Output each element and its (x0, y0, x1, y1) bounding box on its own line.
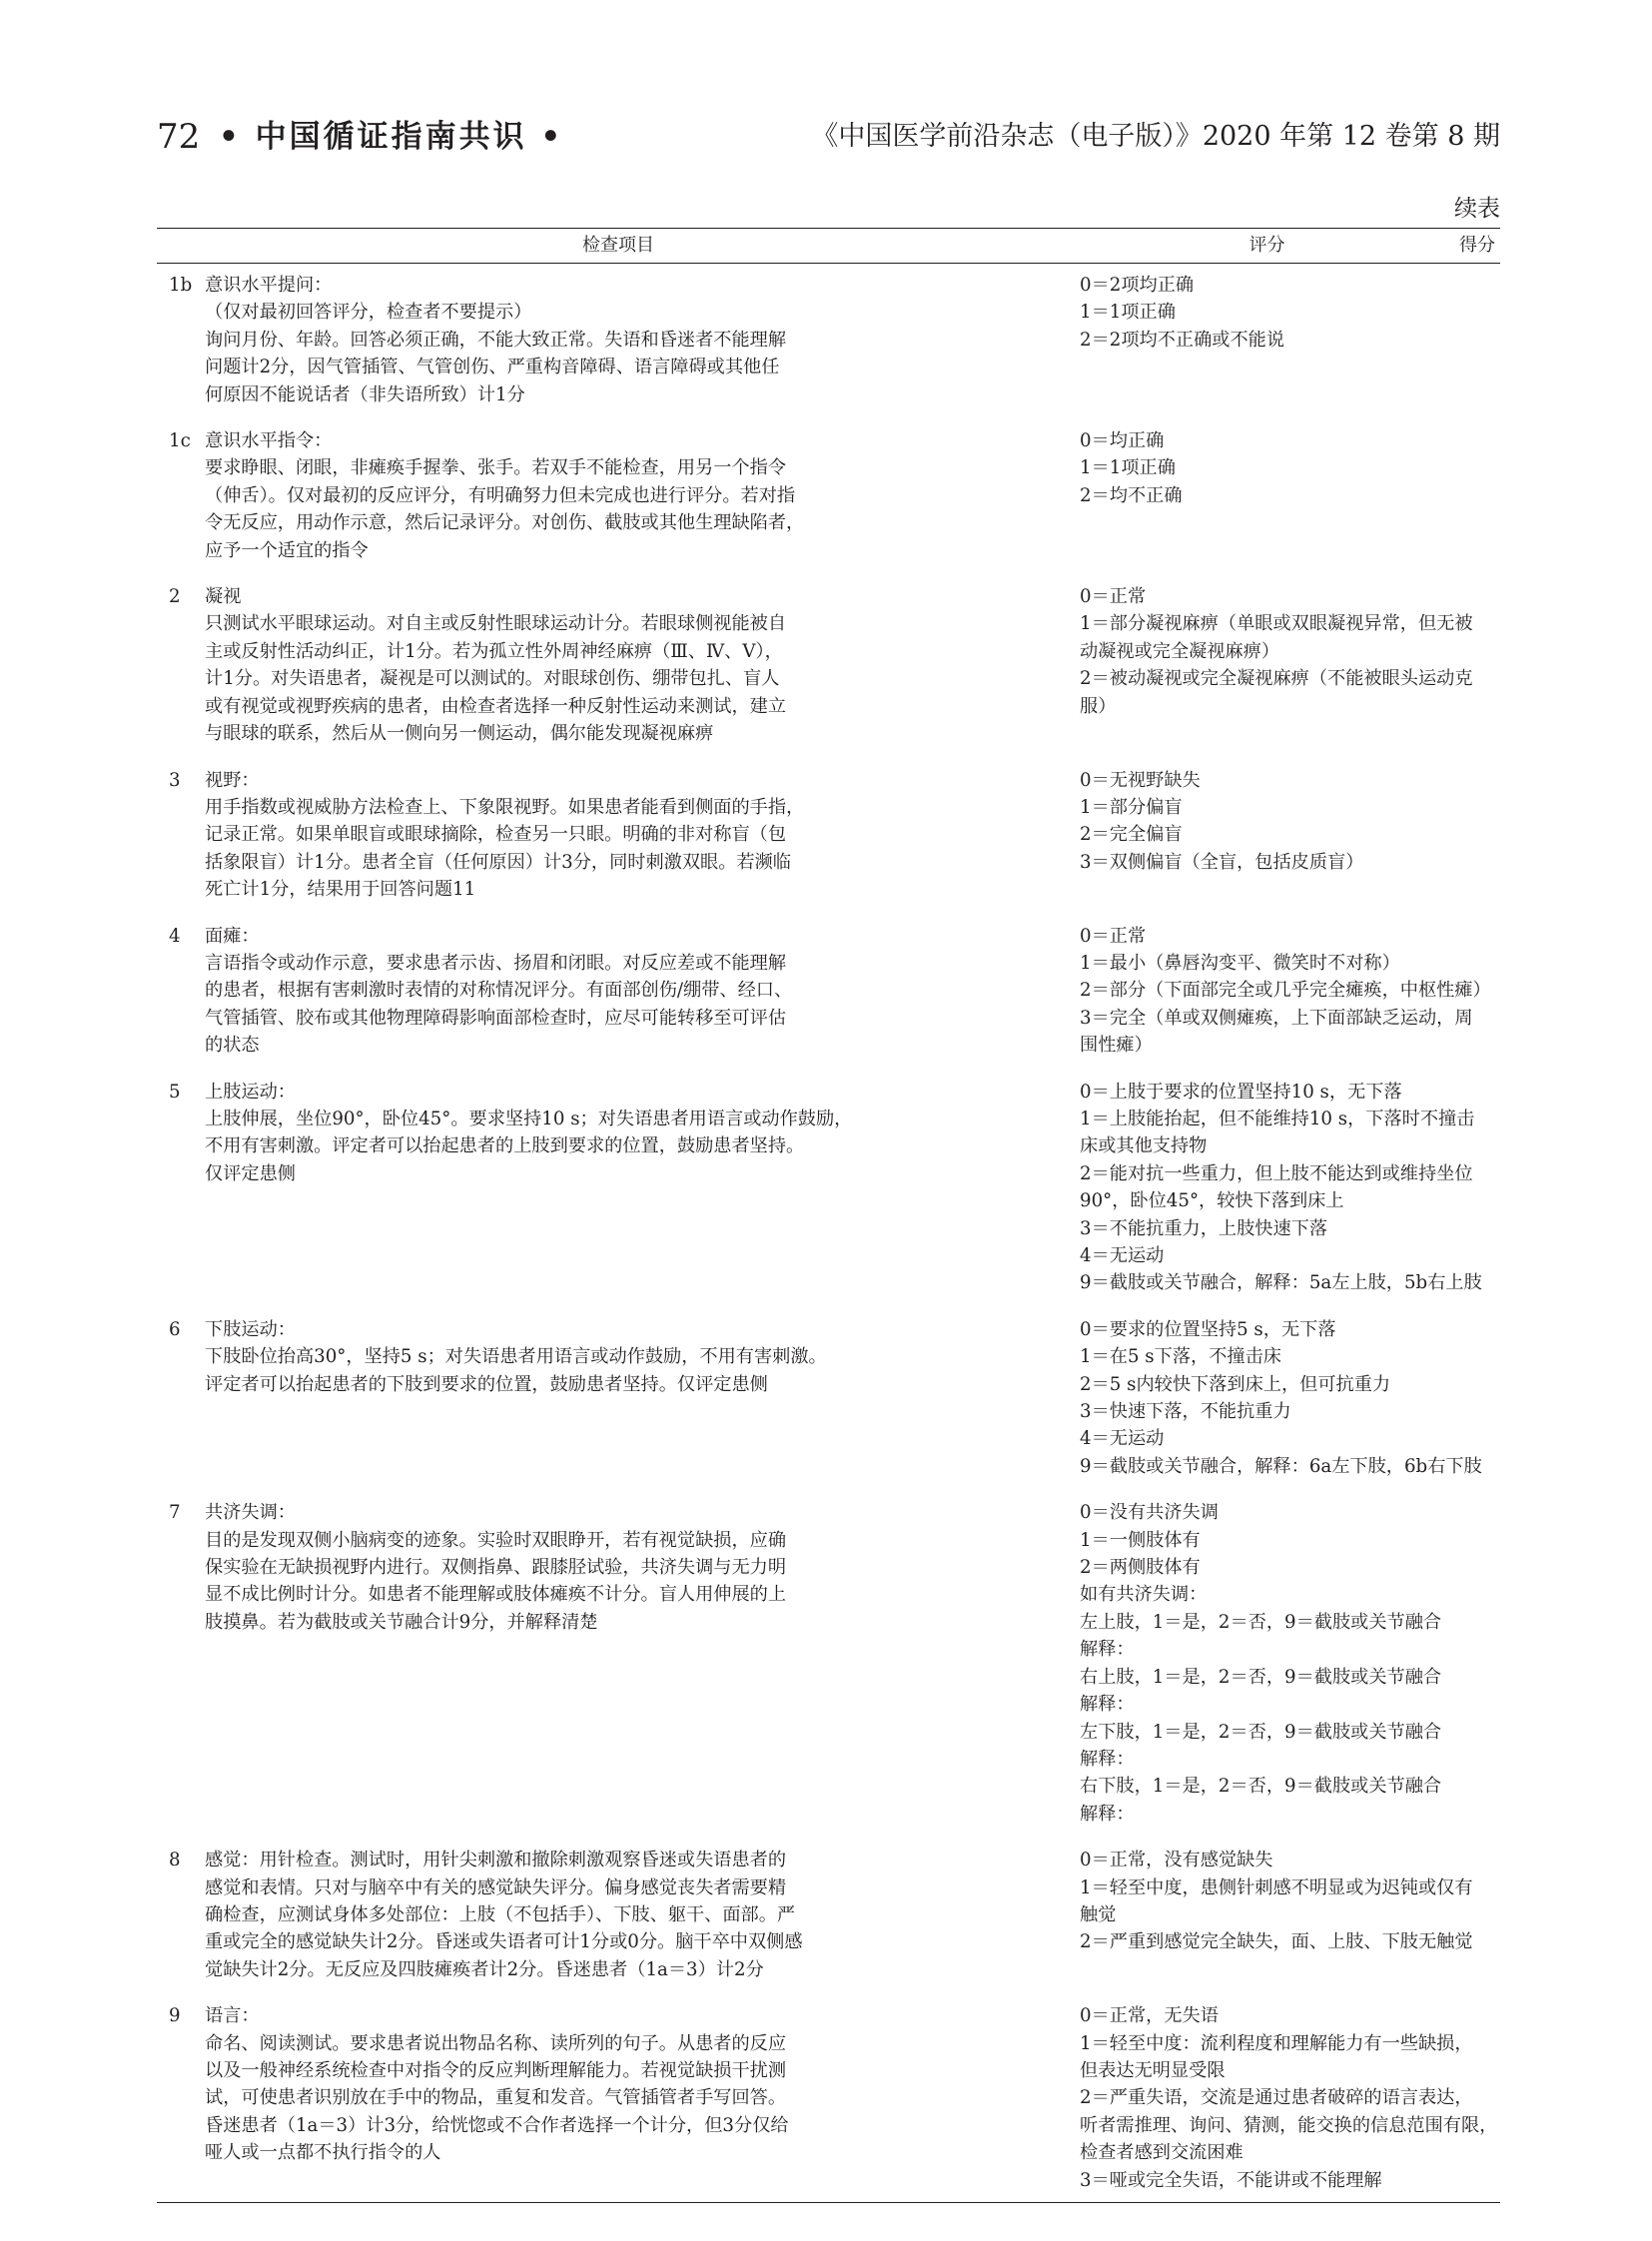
item-text-line: 括象限盲）计1分。患者全盲（任何原因）计3分，同时刺激双眼。若濒临 (205, 851, 791, 873)
table-row (157, 1305, 1500, 1488)
score-text-line: 0＝无视野缺失 (1080, 769, 1201, 791)
score-text-line: 2＝均不正确 (1080, 484, 1183, 506)
item-text-line: 上肢运动： (205, 1081, 296, 1103)
item-text-line: 视野： (205, 769, 260, 791)
score-criteria (1080, 264, 1454, 417)
table-row (157, 912, 1500, 1068)
item-description (205, 912, 1080, 1068)
score-text-line: 3＝不能抗重力，上肢快速下落 (1080, 1217, 1328, 1239)
item-text-line: 言语指令或动作示意，要求患者示齿、扬眉和闭眼。对反应差或不能理解 (205, 952, 787, 974)
item-text-line: 感觉：用针检查。测试时，用针尖刺激和撤除刺激观察昏迷或失语患者的 (205, 1850, 787, 1871)
score-text-line: 2＝完全偏盲 (1080, 824, 1183, 846)
score-cell (1454, 1068, 1500, 1305)
score-text-line: 但表达无明显受限 (1080, 2059, 1226, 2081)
score-text-line: 2＝5 s内较快下落到床上，但可抗重力 (1080, 1373, 1391, 1395)
score-text-line: 如有共济失调： (1080, 1584, 1208, 1606)
score-criteria (1080, 1488, 1454, 1836)
table-body (157, 264, 1500, 2203)
score-text-line: 检查者感到交流困难 (1080, 2142, 1243, 2164)
table-row (157, 572, 1500, 755)
item-text-line: 共济失调： (205, 1502, 296, 1524)
item-number: 3 (169, 769, 181, 791)
score-text-line: 1＝最小（鼻唇沟变平、微笑时不对称） (1080, 952, 1400, 974)
item-text-line: 重或完全的感觉缺失计2分。昏迷或失语者可计1分或0分。脑干卒中双侧感 (205, 1931, 803, 1953)
item-text-line: 目的是发现双侧小脑病变的迹象。实验时双眼睁开，若有视觉缺损，应确 (205, 1529, 787, 1551)
score-text-line: 0＝正常 (1080, 586, 1147, 608)
score-text-line: 0＝上肢于要求的位置坚持10 s，无下落 (1080, 1081, 1402, 1103)
item-number: 6 (169, 1318, 181, 1340)
item-text-line: 应予一个适宜的指令 (205, 539, 369, 561)
table-row (157, 416, 1500, 572)
item-text-line: 仅评定患侧 (205, 1162, 296, 1184)
score-cell (1454, 416, 1500, 572)
score-criteria (1080, 416, 1454, 572)
score-text-line: 0＝正常 (1080, 925, 1147, 947)
item-text-line: 下肢卧位抬高30°，坚持5 s；对失语患者用语言或动作鼓励，不用有害刺激。 (205, 1346, 827, 1368)
item-number: 1c (169, 430, 191, 452)
score-criteria (1080, 1305, 1482, 1488)
item-text-line: 问题计2分，因气管插管、气管创伤、严重构音障碍、语言障碍或其他任 (205, 357, 780, 378)
item-text-line: 何原因不能说话者（非失语所致）计1分 (205, 383, 525, 405)
item-text-line: 令无反应，用动作示意，然后记录评分。对创伤、截肢或其他生理缺陷者， (205, 512, 805, 534)
score-text-line: 0＝均正确 (1080, 430, 1165, 452)
score-text-line: 右上肢，1＝是，2＝否，9＝截肢或关节融合 (1080, 1666, 1442, 1688)
score-text-line: 0＝没有共济失调 (1080, 1502, 1219, 1524)
score-text-line: 0＝正常，无失语 (1080, 2005, 1219, 2027)
score-text-line: 2＝2项均不正确或不能说 (1080, 329, 1285, 351)
score-cell (1454, 572, 1500, 755)
score-text-line: 3＝快速下落，不能抗重力 (1080, 1401, 1291, 1423)
item-text-line: （仅对最初回答评分，检查者不要提示） (205, 302, 532, 324)
score-text-line: 2＝严重到感觉完全缺失，面、上肢、下肢无触觉 (1080, 1931, 1473, 1953)
col-header-score: 得分 (1459, 235, 1495, 257)
score-text-line: 0＝2项均正确 (1080, 275, 1195, 296)
score-text-line: 90°，卧位45°，较快下落到床上 (1080, 1190, 1344, 1212)
item-number: 1b (169, 275, 193, 296)
score-text-line: 1＝轻至中度：流利程度和理解能力有一些缺损， (1080, 2032, 1473, 2054)
score-criteria (1080, 756, 1454, 912)
score-cell (1454, 1488, 1500, 1836)
score-text-line: 0＝正常，没有感觉缺失 (1080, 1850, 1273, 1871)
item-description (205, 416, 1080, 572)
score-text-line: 右下肢，1＝是，2＝否，9＝截肢或关节融合 (1080, 1776, 1442, 1798)
item-text-line: 显不成比例时计分。如患者不能理解或肢体瘫痪不计分。盲人用伸展的上 (205, 1584, 787, 1606)
item-text-line: 命名、阅读测试。要求患者说出物品名称、读所列的句子。从患者的反应 (205, 2032, 787, 2054)
item-description (205, 1305, 1080, 1488)
item-text-line: 要求睁眼、闭眼，非瘫痪手握拳、张手。若双手不能检查，用另一个指令 (205, 457, 787, 479)
score-text-line: 左下肢，1＝是，2＝否，9＝截肢或关节融合 (1080, 1721, 1442, 1743)
score-text-line: 3＝完全（单或双侧瘫痪，上下面部缺乏运动，周 (1080, 1007, 1473, 1029)
item-text-line: 肢摸鼻。若为截肢或关节融合计9分，并解释清楚 (205, 1611, 598, 1633)
table-row (157, 1836, 1500, 1991)
item-description (205, 572, 1080, 755)
score-text-line: 1＝在5 s下落，不撞击床 (1080, 1346, 1281, 1368)
score-text-line: 9＝截肢或关节融合，解释：5a左上肢，5b右上肢 (1080, 1272, 1482, 1294)
journal-citation: 《中国医学前沿杂志（电子版）》2020 年第 12 卷第 8 期 (811, 121, 1500, 152)
item-text-line: 的状态 (205, 1035, 260, 1057)
score-criteria (1080, 572, 1473, 755)
item-text-line: 试，可使患者识别放在手中的物品，重复和发音。气管插管者手写回答。 (205, 2087, 787, 2109)
score-text-line: 1＝1项正确 (1080, 457, 1176, 479)
item-description (205, 264, 1080, 417)
score-text-line: 3＝哑或完全失语，不能讲或不能理解 (1080, 2169, 1382, 2191)
item-text-line: 凝视 (205, 586, 242, 608)
item-text-line: 昏迷患者（1a＝3）计3分，给恍惚或不合作者选择一个计分，但3分仅给 (205, 2114, 789, 2136)
score-text-line: 4＝无运动 (1080, 1245, 1165, 1266)
score-text-line: 4＝无运动 (1080, 1428, 1165, 1450)
item-text-line: （伸舌）。仅对最初的反应评分，有明确努力但未完成也进行评分。若对指 (205, 484, 796, 506)
table-row (157, 756, 1500, 912)
score-cell (1454, 756, 1500, 912)
score-text-line: 2＝部分（下面部完全或几乎完全瘫痪，中枢性瘫） (1080, 980, 1491, 1002)
item-text-line: 面瘫： (205, 925, 260, 947)
item-text-line: 意识水平提问： (205, 275, 333, 296)
table-continued-label: 续表 (1454, 196, 1500, 222)
item-text-line: 感觉和表情。只对与脑卒中有关的感觉缺失评分。偏身感觉丧失者需要精 (205, 1876, 787, 1898)
item-description (205, 1488, 1080, 1836)
col-header-score-criteria: 评分 (1248, 235, 1285, 257)
item-number: 5 (169, 1081, 181, 1103)
score-text-line: 解释： (1080, 1694, 1135, 1716)
item-text-line: 气管插管、胶布或其他物理障碍影响面部检查时，应尽可能转移至可评估 (205, 1007, 787, 1029)
score-text-line: 1＝轻至中度，患侧针刺感不明显或为迟钝或仅有 (1080, 1876, 1473, 1898)
page-number: 72 (157, 117, 201, 157)
score-text-line: 解释： (1080, 1639, 1135, 1661)
item-text-line: 记录正常。如果单眼盲或眼球摘除，检查另一只眼。明确的非对称盲（包 (205, 824, 787, 846)
score-text-line: 触觉 (1080, 1903, 1117, 1925)
nihss-table (157, 228, 1500, 2203)
score-text-line: 解释： (1080, 1803, 1135, 1825)
item-text-line: 确检查，应测试身体多处部位：上肢（不包括手）、下肢、躯干、面部。严 (205, 1903, 796, 1925)
item-text-line: 保实验在无缺损视野内进行。双侧指鼻、跟膝胫试验，共济失调与无力明 (205, 1557, 787, 1579)
score-text-line: 2＝能对抗一些重力，但上肢不能达到或维持坐位 (1080, 1162, 1473, 1184)
item-number: 9 (169, 2005, 181, 2027)
score-text-line: 0＝要求的位置坚持5 s，无下落 (1080, 1318, 1336, 1340)
score-cell (1454, 264, 1500, 417)
score-text-line: 听者需推理、询问、猜测，能交换的信息范围有限， (1080, 2114, 1498, 2136)
item-text-line: 不用有害刺激。评定者可以抬起患者的上肢到要求的位置，鼓励患者坚持。 (205, 1135, 805, 1157)
score-text-line: 2＝严重失语，交流是通过患者破碎的语言表达， (1080, 2087, 1473, 2109)
item-text-line: 询问月份、年龄。回答必须正确，不能大致正常。失语和昏迷者不能理解 (205, 329, 787, 351)
item-description (205, 756, 1080, 912)
item-number: 4 (169, 925, 181, 947)
score-text-line: 服） (1080, 695, 1117, 717)
score-criteria (1080, 1991, 1498, 2202)
item-description (205, 1836, 1080, 1991)
score-text-line: 解释： (1080, 1748, 1135, 1770)
score-text-line: 1＝上肢能抬起，但不能维持10 s，下落时不撞击 (1080, 1108, 1475, 1129)
score-criteria (1080, 1068, 1482, 1305)
score-text-line: 3＝双侧偏盲（全盲，包括皮质盲） (1080, 851, 1364, 873)
score-text-line: 1＝部分偏盲 (1080, 796, 1183, 818)
score-cell (1454, 1836, 1500, 1991)
table-row (157, 264, 1500, 417)
item-text-line: 或有视觉或视野疾病的患者，由检查者选择一种反射性运动来测试，建立 (205, 695, 787, 717)
score-criteria (1080, 1836, 1473, 1991)
item-text-line: 下肢运动： (205, 1318, 296, 1340)
col-header-item: 检查项目 (582, 235, 654, 257)
score-text-line: 动凝视或完全凝视麻痹） (1080, 640, 1280, 662)
item-description (205, 1991, 1080, 2202)
score-text-line: 9＝截肢或关节融合，解释：6a左下肢，6b右下肢 (1080, 1455, 1482, 1477)
item-text-line: 只测试水平眼球运动。对自主或反射性眼球运动计分。若眼球侧视能被自 (205, 613, 787, 635)
item-text-line: 死亡计1分，结果用于回答问题11 (205, 879, 476, 901)
item-text-line: 上肢伸展，坐位90°，卧位45°。要求坚持10 s；对失语患者用语言或动作鼓励， (205, 1108, 853, 1129)
item-text-line: 语言： (205, 2005, 260, 2027)
score-text-line: 1＝1项正确 (1080, 302, 1176, 324)
item-text-line: 意识水平指令： (205, 430, 333, 452)
score-text-line: 2＝两侧肢体有 (1080, 1557, 1201, 1579)
page-header (157, 112, 1500, 162)
score-criteria (1080, 912, 1491, 1068)
table-header-row (157, 229, 1500, 264)
table-row (157, 1488, 1500, 1836)
item-text-line: 评定者可以抬起患者的下肢到要求的位置，鼓励患者坚持。仅评定患侧 (205, 1373, 768, 1395)
item-text-line: 的患者，根据有害刺激时表情的对称情况评分。有面部创伤/绷带、经口、 (205, 980, 793, 1002)
score-text-line: 1＝一侧肢体有 (1080, 1529, 1201, 1551)
item-number: 7 (169, 1502, 181, 1524)
score-text-line: 2＝被动凝视或完全凝视麻痹（不能被眼头运动克 (1080, 668, 1473, 690)
item-text-line: 计1分。对失语患者，凝视是可以测试的。对眼球创伤、绷带包扎、盲人 (205, 668, 780, 690)
score-text-line: 床或其他支持物 (1080, 1135, 1208, 1157)
item-text-line: 觉缺失计2分。无反应及四肢瘫痪者计2分。昏迷患者（1a＝3）计2分 (205, 1958, 764, 1980)
item-text-line: 以及一般神经系统检查中对指令的反应判断理解能力。若视觉缺损干扰测 (205, 2059, 787, 2081)
score-text-line: 左上肢，1＝是，2＝否，9＝截肢或关节融合 (1080, 1611, 1442, 1633)
item-number: 8 (169, 1850, 181, 1871)
score-text-line: 围性瘫） (1080, 1035, 1153, 1057)
item-text-line: 与眼球的联系，然后从一侧向另一侧运动，偶尔能发现凝视麻痹 (205, 723, 714, 745)
item-text-line: 主或反射性活动纠正，计1分。若为孤立性外周神经麻痹（Ⅲ、Ⅳ、Ⅴ）， (205, 640, 783, 662)
series-title: • 中国循证指南共识 • (219, 119, 564, 155)
item-text-line: 哑人或一点都不执行指令的人 (205, 2142, 441, 2164)
item-text-line: 用手指数或视威胁方法检查上、下象限视野。如果患者能看到侧面的手指， (205, 796, 805, 818)
table-row (157, 1068, 1500, 1305)
score-text-line: 1＝部分凝视麻痹（单眼或双眼凝视异常，但无被 (1080, 613, 1473, 635)
item-number: 2 (169, 586, 181, 608)
item-description (205, 1068, 1080, 1305)
table-row (157, 1991, 1500, 2202)
